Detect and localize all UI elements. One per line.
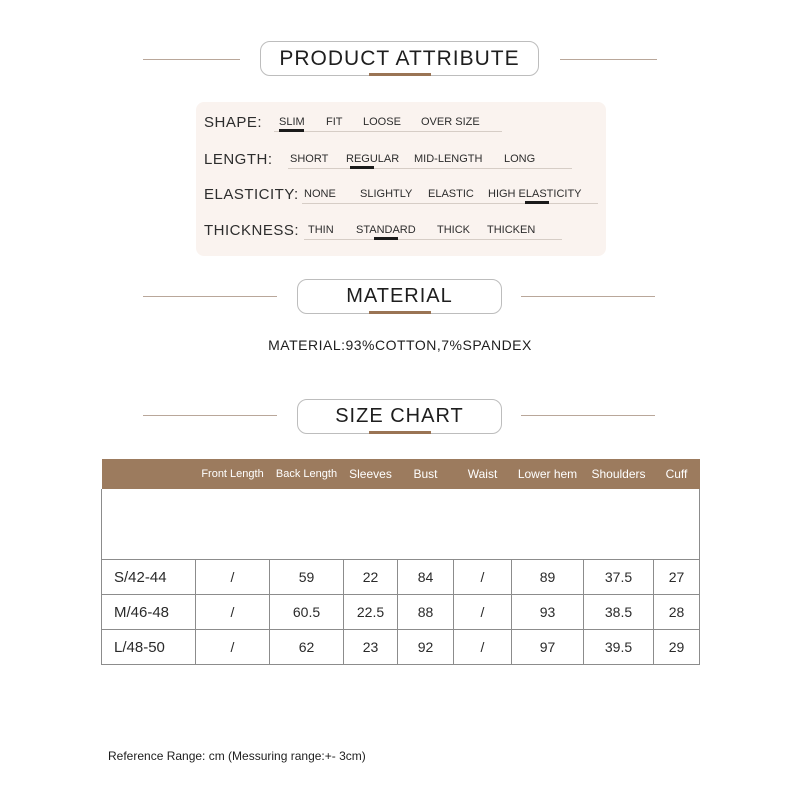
column-header [102, 459, 196, 489]
section-header-material [297, 279, 502, 314]
table-cell: 62 [270, 630, 344, 665]
divider-left [143, 59, 240, 60]
table-cell: 84 [398, 560, 454, 595]
table-cell: / [454, 595, 512, 630]
table-cell: 92 [398, 630, 454, 665]
attribute-label: SHAPE: [204, 114, 263, 131]
table-cell: 37.5 [584, 560, 654, 595]
table-cell: / [454, 560, 512, 595]
column-header: Cuff [654, 459, 700, 489]
option-thin: THIN [308, 224, 334, 236]
accent-bar [369, 73, 431, 76]
column-header: Sleeves [344, 459, 398, 489]
option-regular: REGULAR [346, 153, 400, 165]
option-standard: STANDARD [356, 224, 416, 236]
attribute-underline [274, 131, 502, 132]
table-cell: 39.5 [584, 630, 654, 665]
divider-right [560, 59, 657, 60]
selected-mark [374, 237, 398, 240]
table-cell: 38.5 [584, 595, 654, 630]
option-loose: LOOSE [363, 116, 401, 128]
size-chart-table [101, 459, 700, 665]
table-cell: / [196, 630, 270, 665]
selected-mark [525, 201, 549, 204]
table-cell: 88 [398, 595, 454, 630]
attribute-label: LENGTH: [204, 151, 273, 168]
column-header: Shoulders [584, 459, 654, 489]
column-header: Lower hem [512, 459, 584, 489]
option-short: SHORT [290, 153, 329, 165]
column-header: Front Length [196, 459, 270, 489]
option-oversize: OVER SIZE [421, 116, 480, 128]
attribute-panel [196, 102, 606, 256]
table-cell: 27 [654, 560, 700, 595]
accent-bar [369, 311, 431, 314]
table-cell: 22 [344, 560, 398, 595]
material-composition: MATERIAL:93%COTTON,7%SPANDEX [268, 337, 532, 353]
option-thick: THICK [437, 224, 470, 236]
table-cell: / [196, 595, 270, 630]
table-spacer-row [102, 489, 700, 560]
section-title: PRODUCT ATTRIBUTE [279, 47, 520, 70]
table-cell: 23 [344, 630, 398, 665]
option-slim: SLIM [279, 116, 305, 128]
table-cell: / [454, 630, 512, 665]
table-cell: 59 [270, 560, 344, 595]
spacer-cell [102, 489, 700, 560]
attribute-underline [304, 239, 562, 240]
column-header: Waist [454, 459, 512, 489]
table-cell: 93 [512, 595, 584, 630]
reference-note: Reference Range: cm (Messuring range:+- 3cm) [108, 749, 366, 763]
divider-left [143, 415, 277, 416]
table-cell: 22.5 [344, 595, 398, 630]
section-title: MATERIAL [346, 285, 453, 307]
option-fit: FIT [326, 116, 343, 128]
option-mid-length: MID-LENGTH [414, 153, 483, 165]
table-cell: 97 [512, 630, 584, 665]
table-cell: 60.5 [270, 595, 344, 630]
divider-left [143, 296, 277, 297]
divider-right [521, 415, 655, 416]
attribute-underline [288, 168, 572, 169]
table-row [102, 595, 700, 630]
table-cell: 29 [654, 630, 700, 665]
option-long: LONG [504, 153, 536, 165]
attribute-label: ELASTICITY: [204, 186, 299, 203]
column-header: Bust [398, 459, 454, 489]
size-label: M/46-48 [102, 595, 196, 630]
table-row [102, 560, 700, 595]
accent-bar [369, 431, 431, 434]
option-elastic: ELASTIC [428, 188, 474, 200]
section-header-product-attribute [260, 41, 539, 76]
section-title: SIZE CHART [335, 405, 464, 427]
selected-mark [279, 129, 304, 132]
table-header-row [102, 459, 700, 489]
selected-mark [350, 166, 374, 169]
table-cell: 89 [512, 560, 584, 595]
size-label: S/42-44 [102, 560, 196, 595]
table-cell: 28 [654, 595, 700, 630]
attribute-label: THICKNESS: [204, 222, 300, 239]
section-header-size-chart [297, 399, 502, 434]
attribute-underline [302, 203, 598, 204]
table-cell: / [196, 560, 270, 595]
size-label: L/48-50 [102, 630, 196, 665]
divider-right [521, 296, 655, 297]
column-header: Back Length [270, 459, 344, 489]
table-row [102, 630, 700, 665]
option-high-elasticity: HIGH ELASTICITY [488, 188, 582, 200]
option-slightly: SLIGHTLY [360, 188, 413, 200]
option-thicken: THICKEN [487, 224, 536, 236]
option-none: NONE [304, 188, 336, 200]
